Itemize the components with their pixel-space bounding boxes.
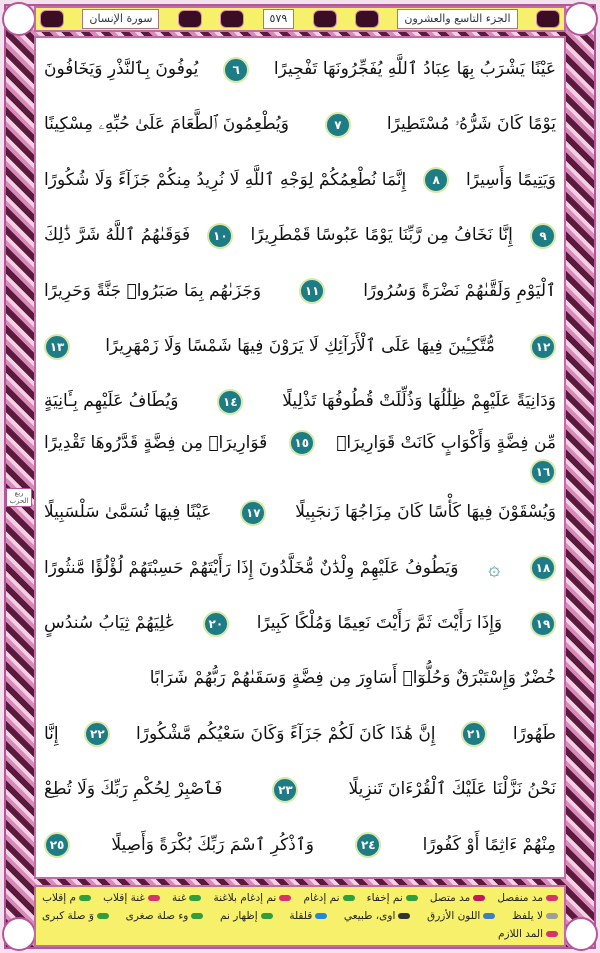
- verse-number-marker: ١٢: [530, 334, 556, 360]
- text-line: [44, 97, 556, 152]
- verse-text: فَوَقَىٰهُمُ ٱللَّهُ شَرَّ ذَٰلِكَ: [44, 225, 191, 246]
- legend-label: نم إخفاء: [366, 892, 403, 905]
- legend-swatch-icon: [406, 895, 418, 901]
- legend-label: غنة إقلاب: [103, 892, 145, 905]
- text-line: [44, 651, 556, 706]
- verse-number-marker: ١٩: [530, 611, 556, 637]
- verse-number-marker: ٨: [423, 167, 449, 193]
- legend-swatch-icon: [546, 931, 558, 937]
- legend-item: [289, 909, 327, 925]
- legend-swatch-icon: [148, 895, 160, 901]
- ornament-icon: [220, 10, 244, 28]
- legend-label: قلقلة: [289, 909, 313, 922]
- verse-text: مُّتَّكِـِٔينَ فِيهَا عَلَى ٱلْأَرَآئِكِ لَا يَرَوْنَ فِيهَا شَمْسًا وَلَا زَمْهَرِيرًا: [105, 336, 495, 357]
- legend-label: وء صلة صغرى: [125, 909, 189, 922]
- legend-label: مد متصل: [429, 892, 471, 905]
- verse-number-marker: ١٨: [530, 555, 556, 581]
- legend-label: لا يلفظ: [511, 909, 543, 922]
- legend-label: اوى، طبيعي: [343, 909, 396, 922]
- verse-text: طَهُورًا: [512, 723, 556, 744]
- page-content: [34, 0, 566, 953]
- verse-text: وَيُطَافُ عَلَيْهِم بِـَٔانِيَةٍ: [44, 391, 179, 412]
- verse-text: يَوْمًا كَانَ شَرُّهُۥ مُسْتَطِيرًا: [386, 114, 556, 135]
- legend-label: م إقلاب: [42, 892, 77, 905]
- legend-swatch-icon: [343, 895, 355, 901]
- corner-ornament-icon: [564, 2, 598, 36]
- verse-text: وَٱذْكُرِ ٱسْمَ رَبِّكَ بُكْرَةً وَأَصِيلًا: [111, 834, 314, 855]
- legend-label: مد منفصل: [497, 892, 543, 905]
- legend-item: [42, 909, 109, 925]
- legend-item: [172, 891, 201, 907]
- legend-row: [42, 890, 558, 909]
- legend-swatch-icon: [189, 895, 201, 901]
- verse-text: وَيَطُوفُ عَلَيْهِمْ وِلْدَٰنٌ مُّخَلَّدُونَ إِذَا رَأَيْتَهُمْ حَسِبْتَهُمْ لُؤْلُؤًا مَّنثُورًا: [44, 557, 459, 578]
- text-line: [44, 596, 556, 651]
- legend-label: اللون الأزرق: [427, 909, 481, 922]
- page-number: ٥٧٩: [263, 9, 295, 29]
- legend-label: غنة: [172, 892, 187, 905]
- corner-ornament-icon: [2, 2, 36, 36]
- verse-number-marker: ١٦: [530, 459, 556, 485]
- legend-label: إظهار نم: [220, 909, 258, 922]
- legend-swatch-icon: [546, 895, 558, 901]
- legend-swatch-icon: [79, 895, 91, 901]
- juz-name: الجزء التاسع والعشرون: [397, 9, 517, 29]
- legend-label: نم إدغام بلاغنة: [213, 892, 277, 905]
- legend-item: [498, 927, 558, 943]
- verse-number-marker: ٧: [325, 112, 351, 138]
- verse-text: وَدَانِيَةً عَلَيْهِمْ ظِلَٰلُهَا وَذُلِّلَتْ قُطُوفُهَا تَذْلِيلًا: [282, 391, 556, 412]
- verse-number-marker: ٢٥: [44, 832, 70, 858]
- verse-text: مِنْهُمْ ءَاثِمًا أَوْ كَفُورًا: [422, 834, 556, 855]
- verse-text: عَيْنًا فِيهَا تُسَمَّىٰ سَلْسَبِيلًا: [44, 502, 212, 523]
- ornament-icon: [313, 10, 337, 28]
- legend-swatch-icon: [261, 913, 273, 919]
- verse-text: قَوَارِيرَا۟ مِن فِضَّةٍ قَدَّرُوهَا تَقْدِيرًا: [44, 432, 268, 453]
- legend-swatch-icon: [546, 913, 558, 919]
- text-line: [44, 374, 556, 429]
- ornament-icon: [355, 10, 379, 28]
- verse-text: إِنَّ هَٰذَا كَانَ لَكُمْ جَزَآءً وَكَانَ سَعْيُكُم مَّشْكُورًا: [136, 723, 436, 744]
- legend-swatch-icon: [483, 913, 495, 919]
- verse-number-marker: ١٥: [289, 430, 315, 456]
- legend-item: [512, 909, 558, 925]
- verse-text: نَحْنُ نَزَّلْنَا عَلَيْكَ ٱلْقُرْءَانَ تَنزِيلًا: [348, 779, 556, 800]
- legend-label: المد اللازم: [498, 927, 543, 940]
- verse-number-marker: ٦: [223, 57, 249, 83]
- verse-text: وَيَتِيمًا وَأَسِيرًا: [465, 169, 556, 190]
- verse-number-marker: ٢٢: [84, 721, 110, 747]
- verse-text: وَإِذَا رَأَيْتَ ثَمَّ رَأَيْتَ نَعِيمًا وَمُلْكًا كَبِيرًا: [256, 613, 503, 633]
- verse-text: عَيْنًا يَشْرَبُ بِهَا عِبَادُ ٱللَّهِ يُفَجِّرُونَهَا تَفْجِيرًا: [273, 59, 556, 80]
- verse-text: مِّن فِضَّةٍ وَأَكْوَابٍ كَانَتْ قَوَارِيرَا۠: [336, 432, 556, 453]
- verse-text: إِنَّا نَخَافُ مِن رَّبِّنَا يَوْمًا عَبُوسًا قَمْطَرِيرًا: [250, 225, 513, 246]
- rub-el-hizb-icon: ۞: [488, 556, 501, 581]
- text-line: [44, 319, 556, 374]
- verse-number-marker: ٢١: [461, 721, 487, 747]
- text-line: [44, 762, 556, 817]
- verse-text: إِنَّمَا نُطْعِمُكُمْ لِوَجْهِ ٱللَّهِ لَا نُرِيدُ مِنكُمْ جَزَآءً وَلَا شُكُورًا: [44, 169, 407, 190]
- verse-number-marker: ٢٠: [203, 611, 229, 637]
- quran-text-area: [34, 36, 566, 879]
- ornament-icon: [536, 10, 560, 28]
- verse-text: يُوفُونَ بِٱلنَّذْرِ وَيَخَافُونَ: [44, 59, 199, 80]
- legend-item: [103, 891, 160, 907]
- page-header: [34, 6, 566, 32]
- verse-text: ٱلْيَوْمِ وَلَقَّىٰهُمْ نَضْرَةً وَسُرُورًا: [363, 280, 556, 301]
- verse-number-marker: ١٣: [44, 334, 70, 360]
- legend-label: وٓ صلة كبرى: [42, 909, 94, 922]
- verse-text: وَيُطْعِمُونَ ٱلطَّعَامَ عَلَىٰ حُبِّهِۦ مِسْكِينًا: [44, 114, 289, 135]
- text-line: [44, 817, 556, 872]
- legend-item: [430, 891, 485, 907]
- text-line: [44, 208, 556, 263]
- legend-row: [42, 909, 558, 943]
- legend-swatch-icon: [279, 895, 291, 901]
- legend-swatch-icon: [191, 913, 203, 919]
- verse-text: إِنَّا: [44, 723, 59, 744]
- legend-item: [42, 891, 91, 907]
- surah-name: سورة الإنسان: [82, 9, 159, 29]
- verse-number-marker: ١٠: [207, 223, 233, 249]
- legend-item: [220, 909, 273, 925]
- verse-number-marker: ٢٣: [272, 777, 298, 803]
- ornament-icon: [178, 10, 202, 28]
- text-line: [44, 430, 556, 485]
- legend-swatch-icon: [473, 895, 485, 901]
- verse-text: عَٰلِيَهُمْ ثِيَابُ سُندُسٍ: [44, 613, 175, 633]
- verse-number-marker: ١٧: [240, 500, 266, 526]
- legend-item: [126, 909, 204, 925]
- legend-item: [344, 909, 410, 925]
- verse-number-marker: ٢٤: [355, 832, 381, 858]
- legend-swatch-icon: [315, 913, 327, 919]
- legend-label: نم إدغام: [303, 892, 340, 905]
- verse-text: فَٱصْبِرْ لِحُكْمِ رَبِّكَ وَلَا تُطِعْ: [44, 779, 223, 800]
- verse-number-marker: ٩: [530, 223, 556, 249]
- text-line: [44, 264, 556, 319]
- legend-item: [303, 891, 354, 907]
- legend-item: [367, 891, 418, 907]
- legend-swatch-icon: [97, 913, 109, 919]
- text-line: [44, 42, 556, 97]
- text-line: [44, 153, 556, 208]
- verse-text: خُضْرٌ وَإِسْتَبْرَقٌ وَحُلُّوٓا۟ أَسَاوِرَ مِن فِضَّةٍ وَسَقَىٰهُمْ رَبُّهُمْ شَرَابًا: [149, 668, 556, 689]
- verse-number-marker: ١٤: [217, 389, 243, 415]
- legend-item: [213, 891, 291, 907]
- text-line: [44, 541, 556, 596]
- verse-number-marker: ١١: [299, 278, 325, 304]
- verse-text: وَيُسْقَوْنَ فِيهَا كَأْسًا كَانَ مِزَاجُهَا زَنجَبِيلًا: [295, 502, 556, 523]
- ornament-icon: [40, 10, 64, 28]
- legend-item: [497, 891, 558, 907]
- hizb-marker: ربع الحزب: [6, 488, 32, 507]
- text-line: [44, 485, 556, 540]
- legend-swatch-icon: [398, 913, 410, 919]
- text-line: [44, 707, 556, 762]
- legend-item: [427, 909, 495, 925]
- tajweed-legend: [34, 885, 566, 948]
- verse-text: وَجَزَىٰهُم بِمَا صَبَرُوا۟ جَنَّةً وَحَرِيرًا: [44, 280, 262, 301]
